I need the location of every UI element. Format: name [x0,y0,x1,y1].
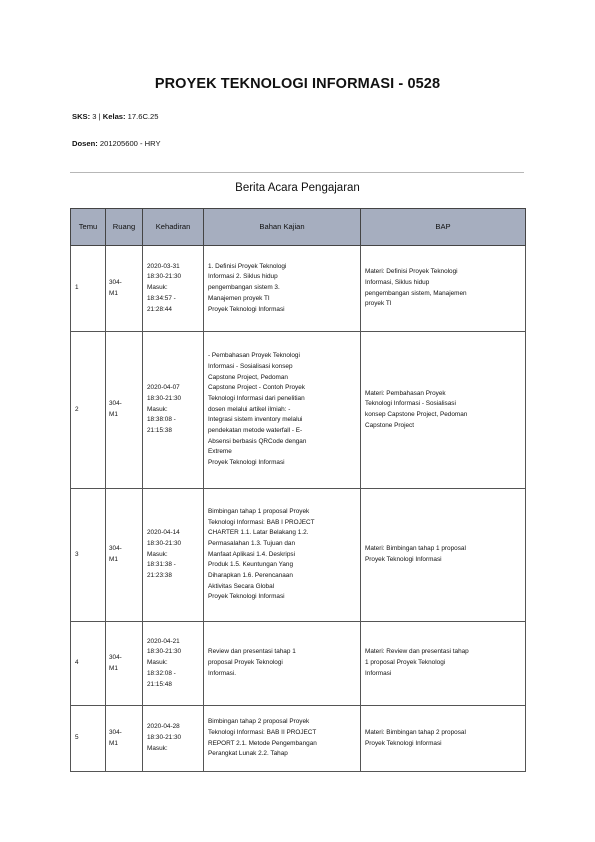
cell-bahan-kajian: 1. Definisi Proyek Teknologi Informasi 2. Siklus hidup pengembangan sistem 3. Manajemen proyek TI Proyek Teknologi Informasi [204,246,361,332]
cell-bahan-kajian: Bimbingan tahap 2 proposal Proyek Teknologi Informasi: BAB II PROJECT REPORT 2.1. Metode Pengembangan Perangkat Lunak 2.2. Tahap [204,706,361,772]
dosen-value: 201205600 - HRY [99,139,161,148]
table-header-row [71,209,526,246]
cell-ruang: 304- M1 [106,622,143,706]
cell-bap: Materi: Bimbingan tahap 1 proposal Proyek Teknologi Informasi [361,489,526,622]
sks-label: SKS: [72,112,91,121]
dosen-line [72,139,161,148]
table-row [71,622,526,706]
cell-temu: 4 [71,622,106,706]
cell-bahan-kajian: - Pembahasan Proyek Teknologi Informasi - Sosialisasi konsep Capstone Project, Pedoman Capstone Project - Contoh Proyek Teknologi Informasi dari penelitian dosen melalui artikel ilmiah: - Integrasi sistem inventory melalui pendekatan metode waterfall - E- Absensi berbasis QRCode dengan Extreme Proyek Teknologi Informasi [204,332,361,489]
header-temu: Temu [71,209,106,246]
cell-temu: 1 [71,246,106,332]
header-bap: BAP [361,209,526,246]
table-row [71,706,526,772]
meta-separator: | [98,112,101,121]
cell-bap: Materi: Review dan presentasi tahap 1 proposal Proyek Teknologi Informasi [361,622,526,706]
divider [70,172,524,173]
cell-kehadiran: 2020-04-07 18:30-21:30 Masuk: 18:38:08 - 21:15:38 [143,332,204,489]
kelas-value: 17.6C.25 [127,112,159,121]
cell-temu: 3 [71,489,106,622]
cell-ruang: 304- M1 [106,246,143,332]
cell-ruang: 304- M1 [106,489,143,622]
cell-bahan-kajian: Bimbingan tahap 1 proposal Proyek Teknologi Informasi: BAB I PROJECT CHARTER 1.1. Latar Belakang 1.2. Permasalahan 1.3. Tujuan dan Manfaat Aplikasi 1.4. Deskripsi Produk 1.5. Keuntungan Yang Diharapkan 1.6. Perencanaan Aktivitas Secara Global Proyek Teknologi Informasi [204,489,361,622]
sks-kelas-line [72,112,159,121]
section-title: Berita Acara Pengajaran [235,182,360,194]
cell-bahan-kajian: Review dan presentasi tahap 1 proposal Proyek Teknologi Informasi. [204,622,361,706]
cell-kehadiran: 2020-04-21 18:30-21:30 Masuk: 18:32:08 - 21:15:48 [143,622,204,706]
cell-temu: 2 [71,332,106,489]
cell-ruang: 304- M1 [106,332,143,489]
table-row [71,246,526,332]
cell-ruang: 304- M1 [106,706,143,772]
header-kehadiran: Kehadiran [143,209,204,246]
cell-kehadiran: 2020-03-31 18:30-21:30 Masuk: 18:34:57 - 21:28:44 [143,246,204,332]
header-ruang: Ruang [106,209,143,246]
cell-bap: Materi: Definisi Proyek Teknologi Informasi, Siklus hidup pengembangan sistem, Manajemen proyek TI [361,246,526,332]
cell-kehadiran: 2020-04-28 18:30-21:30 Masuk: [143,706,204,772]
kelas-label: Kelas: [102,112,126,121]
page-title: PROYEK TEKNOLOGI INFORMASI - 0528 [154,76,441,92]
table-row [71,332,526,489]
dosen-label: Dosen: [72,139,98,148]
bap-table [70,208,526,772]
table-row [71,489,526,622]
sks-value: 3 [92,112,97,121]
cell-kehadiran: 2020-04-14 18:30-21:30 Masuk: 18:31:38 - 21:23:38 [143,489,204,622]
cell-bap: Materi: Pembahasan Proyek Teknologi Informasi - Sosialisasi konsep Capstone Project, Pedoman Capstone Project [361,332,526,489]
cell-temu: 5 [71,706,106,772]
header-bahan-kajian: Bahan Kajian [204,209,361,246]
cell-bap: Materi: Bimbingan tahap 2 proposal Proyek Teknologi Informasi [361,706,526,772]
